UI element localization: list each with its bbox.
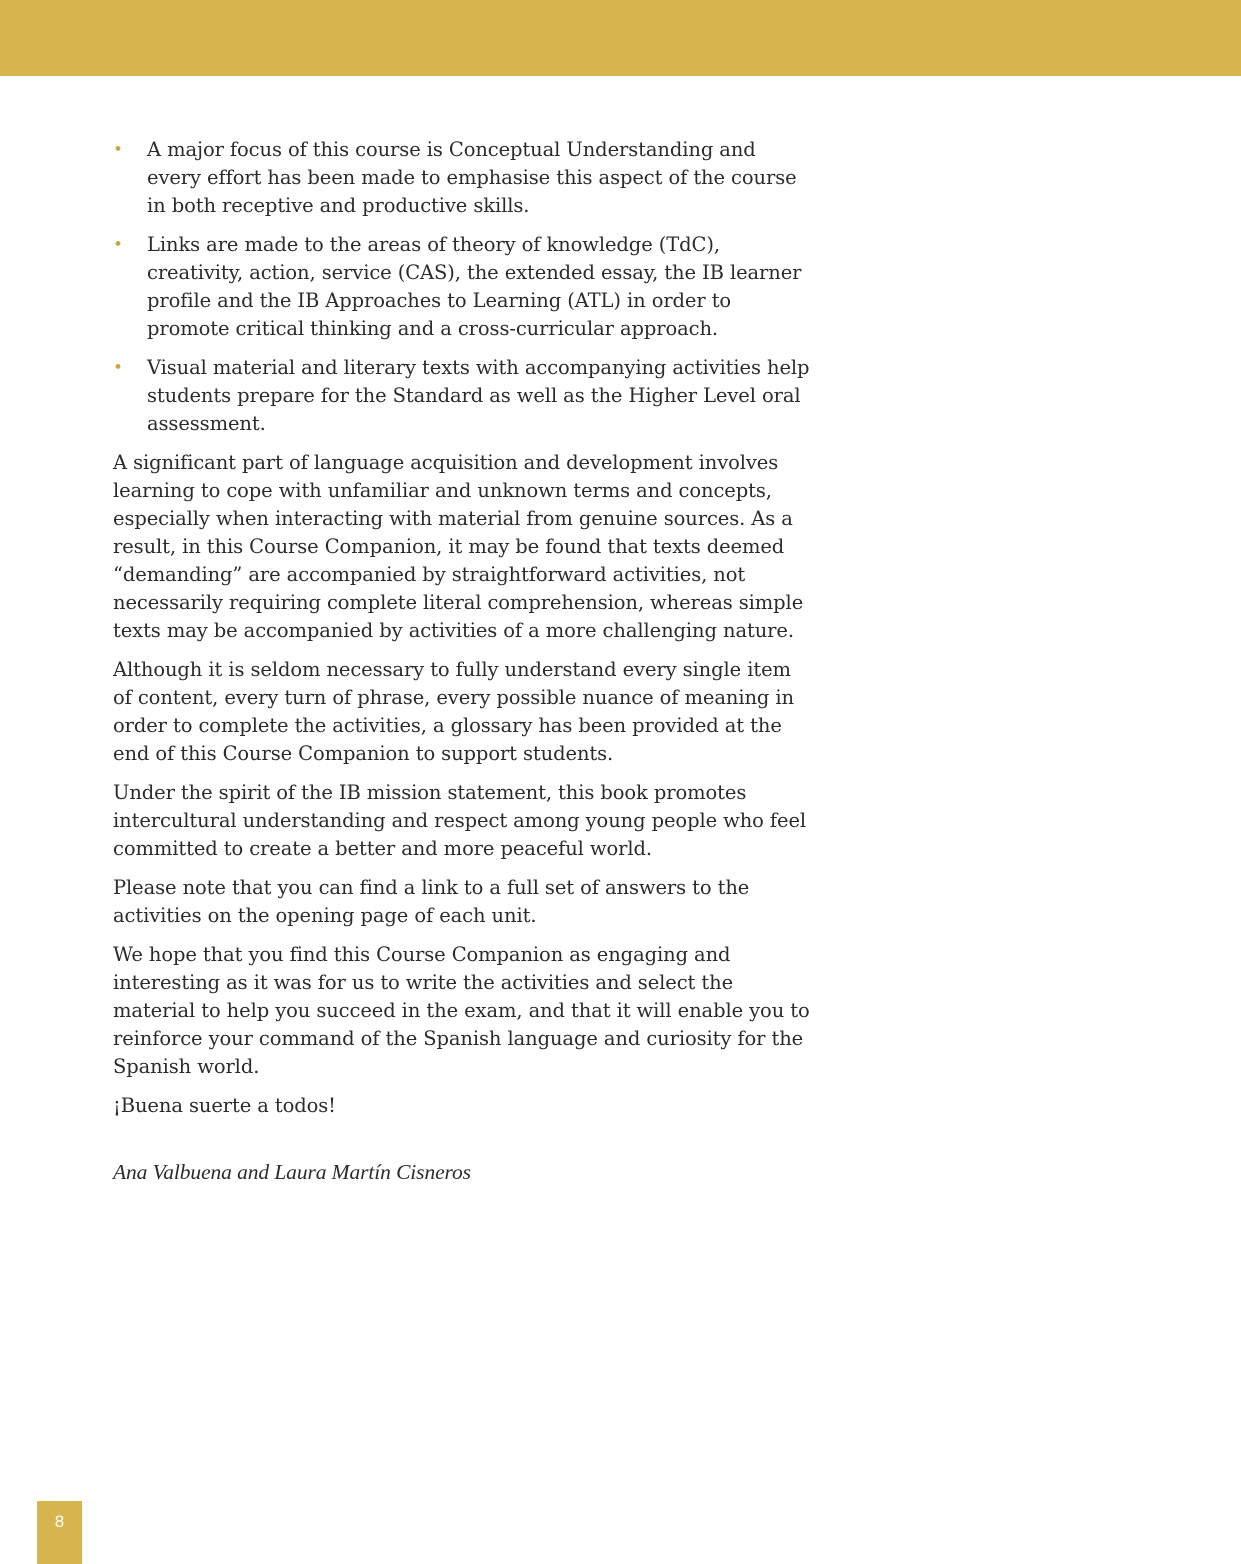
paragraph-language-acquisition: A significant part of language acquisition and development involves learning to cope with unfamiliar and unknown terms and concepts, especially when interacting with material from genuine sources. As a result, in this Course Companion, it may be found that texts deemed “demanding” are accompanied by straightforward activities, not necessarily requiring complete literal comprehension, whereas simple texts may be accompanied by activities of a more challenging nature. <box>113 451 804 642</box>
paragraph-closing: We hope that you find this Course Companion as engaging and interesting as it was for us to write the activities and select the material to help you succeed in the exam, and that it will enable you to reinforce your command of the Spanish language and curiosity for the Spanish world. <box>113 943 810 1078</box>
main-text <box>113 136 813 1197</box>
list-item <box>113 136 813 220</box>
bullet-icon: • <box>113 140 123 160</box>
bullet-icon: • <box>113 358 123 378</box>
header-band <box>0 0 1241 76</box>
author-signature: Ana Valbuena and Laura Martín Cisneros <box>113 1160 471 1184</box>
feature-list <box>113 136 813 438</box>
bullet-icon: • <box>113 235 123 255</box>
paragraph-glossary: Although it is seldom necessary to fully understand every single item of content, every turn of phrase, every possible nuance of meaning in order to complete the activities, a glossary has been provided at the end of this Course Companion to support students. <box>113 658 795 765</box>
list-item-text: A major focus of this course is Conceptual Understanding and every effort has been made to emphasise this aspect of the course in both receptive and productive skills. <box>147 138 797 217</box>
page-number: 8 <box>37 1501 82 1564</box>
list-item <box>113 354 813 438</box>
list-item-text: Links are made to the areas of theory of knowledge (TdC), creativity, action, service (CAS), the extended essay, the IB learner profile and the IB Approaches to Learning (ATL) in order to promote critical thinking and a cross-curricular approach. <box>147 233 802 340</box>
paragraph-answers: Please note that you can find a link to a full set of answers to the activities on the opening page of each unit. <box>113 876 750 927</box>
paragraph-good-luck: ¡Buena suerte a todos! <box>113 1094 336 1117</box>
list-item-text: Visual material and literary texts with accompanying activities help students prepare for the Standard as well as the Higher Level oral assessment. <box>147 356 810 435</box>
list-item <box>113 231 813 343</box>
paragraph-mission: Under the spirit of the IB mission statement, this book promotes intercultural understanding and respect among young people who feel committed to create a better and more peaceful world. <box>113 781 807 860</box>
